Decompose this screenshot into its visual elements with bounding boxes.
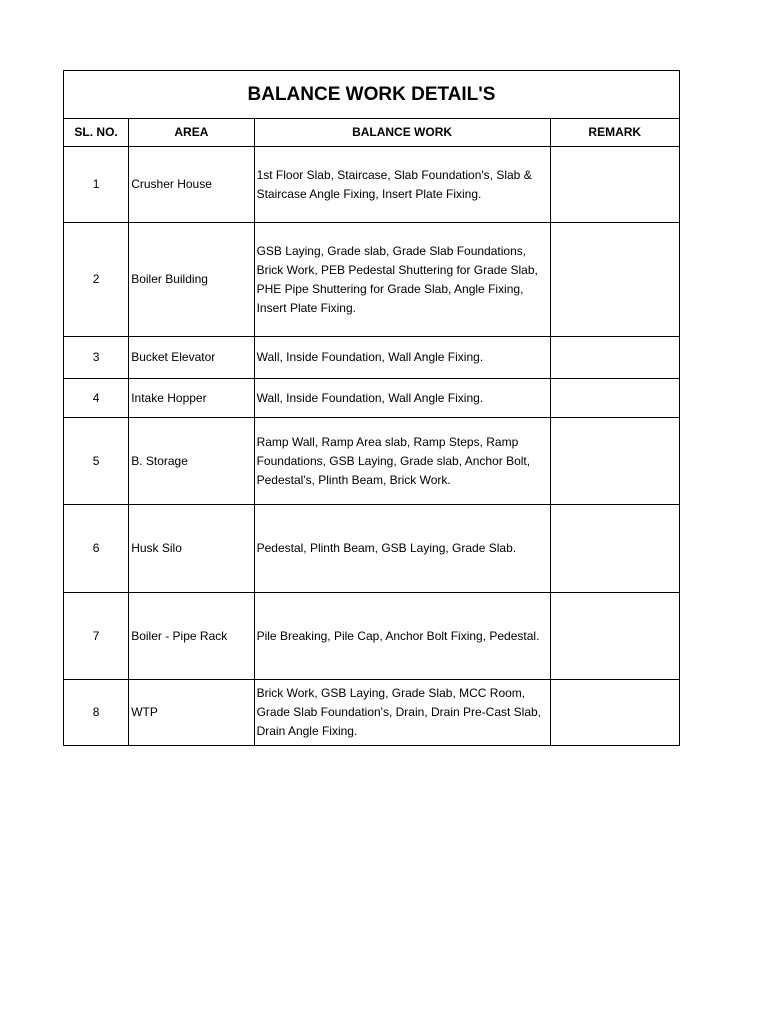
table-row <box>64 593 680 680</box>
row-remark <box>550 379 679 418</box>
row-remark <box>550 223 679 337</box>
row-area: Husk Silo <box>129 505 254 593</box>
row-area: Bucket Elevator <box>129 337 254 379</box>
row-sl-no: 2 <box>64 223 129 337</box>
row-remark <box>550 593 679 680</box>
header-sl-no: SL. NO. <box>64 119 129 147</box>
row-area: Intake Hopper <box>129 379 254 418</box>
row-remark <box>550 505 679 593</box>
table-row <box>64 680 680 746</box>
balance-work-table <box>63 70 680 746</box>
row-sl-no: 7 <box>64 593 129 680</box>
header-balance-work: BALANCE WORK <box>254 119 550 147</box>
balance-work-sheet <box>63 70 680 746</box>
row-area: WTP <box>129 680 254 746</box>
row-remark <box>550 680 679 746</box>
row-area: Crusher House <box>129 147 254 223</box>
title-row <box>64 71 680 119</box>
row-balance-work: Pile Breaking, Pile Cap, Anchor Bolt Fixing, Pedestal. <box>254 593 550 680</box>
row-sl-no: 8 <box>64 680 129 746</box>
row-area: Boiler Building <box>129 223 254 337</box>
row-balance-work: Pedestal, Plinth Beam, GSB Laying, Grade Slab. <box>254 505 550 593</box>
table-row <box>64 379 680 418</box>
row-sl-no: 1 <box>64 147 129 223</box>
row-remark <box>550 147 679 223</box>
header-area: AREA <box>129 119 254 147</box>
row-remark <box>550 418 679 505</box>
header-row <box>64 119 680 147</box>
row-balance-work: 1st Floor Slab, Staircase, Slab Foundation's, Slab & Staircase Angle Fixing, Insert Plate Fixing. <box>254 147 550 223</box>
row-sl-no: 6 <box>64 505 129 593</box>
row-area: B. Storage <box>129 418 254 505</box>
header-remark: REMARK <box>550 119 679 147</box>
row-balance-work: Ramp Wall, Ramp Area slab, Ramp Steps, Ramp Foundations, GSB Laying, Grade slab, Anchor Bolt, Pedestal's, Plinth Beam, Brick Work. <box>254 418 550 505</box>
table-row <box>64 223 680 337</box>
table-row <box>64 147 680 223</box>
row-area: Boiler - Pipe Rack <box>129 593 254 680</box>
row-balance-work: Wall, Inside Foundation, Wall Angle Fixing. <box>254 337 550 379</box>
row-balance-work: Wall, Inside Foundation, Wall Angle Fixing. <box>254 379 550 418</box>
row-balance-work: GSB Laying, Grade slab, Grade Slab Foundations, Brick Work, PEB Pedestal Shuttering for Grade Slab, PHE Pipe Shuttering for Grade Slab, Angle Fixing, Insert Plate Fixing. <box>254 223 550 337</box>
table-row <box>64 418 680 505</box>
row-sl-no: 4 <box>64 379 129 418</box>
row-remark <box>550 337 679 379</box>
table-row <box>64 505 680 593</box>
row-balance-work: Brick Work, GSB Laying, Grade Slab, MCC Room, Grade Slab Foundation's, Drain, Drain Pre-Cast Slab, Drain Angle Fixing. <box>254 680 550 746</box>
row-sl-no: 5 <box>64 418 129 505</box>
table-title: BALANCE WORK DETAIL'S <box>64 71 680 119</box>
row-sl-no: 3 <box>64 337 129 379</box>
table-row <box>64 337 680 379</box>
